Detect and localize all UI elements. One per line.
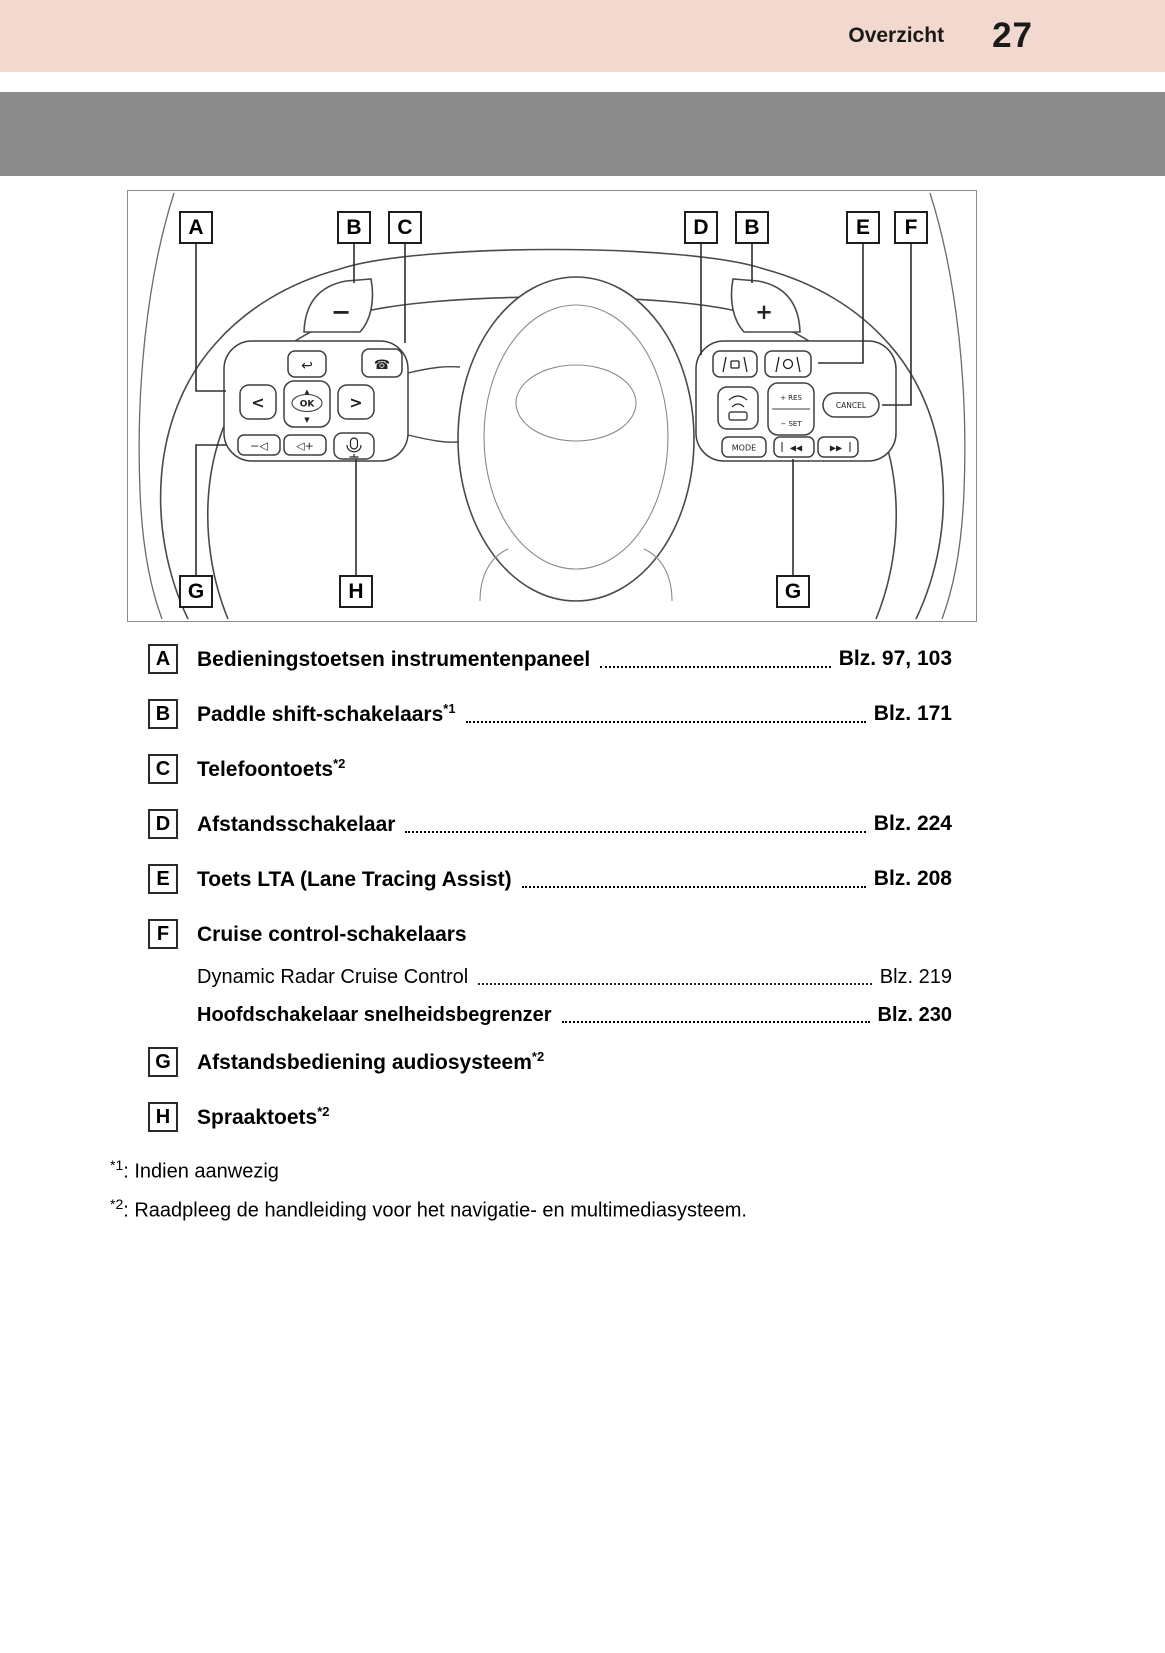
footnote-text: Indien aanwezig <box>134 1160 279 1183</box>
callout-label-h: H <box>339 575 373 608</box>
ok-label: OK <box>299 399 315 410</box>
legend-item-label: Paddle shift-schakelaars$^{*1}$ <box>197 701 456 726</box>
lane-switch-button <box>713 351 757 377</box>
steering-wheel-illustration <box>128 191 976 621</box>
callout-label-g-left: G <box>179 575 213 608</box>
footnote-1 <box>110 1157 1165 1184</box>
phone-icon: ☎ <box>373 358 391 373</box>
page-header <box>0 0 1165 72</box>
prev-track-button <box>774 437 814 457</box>
cancel-button <box>823 393 879 417</box>
callout-line-a <box>196 244 226 391</box>
footnote-text: Raadpleeg de handleiding voor het navigatie- en multimediasysteem. <box>134 1199 747 1222</box>
footnotes <box>110 1157 1165 1222</box>
back-button <box>288 351 326 377</box>
legend-item-b <box>148 699 952 729</box>
arrow-right-icon: > <box>349 393 363 412</box>
legend-item-label: Bedieningstoetsen instrumentenpaneel <box>197 648 591 671</box>
volume-up-button <box>284 435 326 455</box>
callout-label-g-right: G <box>776 575 810 608</box>
legend-letter-box: F <box>148 919 178 949</box>
paddle-plus-glyph: + <box>755 300 773 324</box>
legend-page-ref: Blz. 224 <box>873 812 952 835</box>
legend-letter-box: B <box>148 699 178 729</box>
footnote-marker: *1 <box>443 701 456 716</box>
legend-page-ref: Blz. 97, 103 <box>838 647 952 670</box>
next-track-icon: ▶▶ <box>829 443 843 453</box>
footnote-marker: *2 <box>333 756 346 771</box>
dotted-leader <box>562 1021 870 1023</box>
res-label: + RES <box>780 394 802 402</box>
distance-button <box>718 387 758 429</box>
legend-letter-box: A <box>148 644 178 674</box>
legend-page-ref: Blz. 208 <box>873 867 952 890</box>
legend-subitem-label: Dynamic Radar Cruise Control <box>197 965 469 988</box>
legend-item-h <box>148 1102 952 1132</box>
arrow-left-button <box>240 385 276 419</box>
footnote-marker: *1 <box>110 1157 124 1173</box>
volume-down-icon: −◁ <box>250 439 268 453</box>
mode-button <box>722 437 766 457</box>
legend-page-ref: Blz. 171 <box>873 702 952 725</box>
legend-letter-box: H <box>148 1102 178 1132</box>
callout-label-c: C <box>388 211 422 244</box>
steering-wheel-hub <box>408 277 694 601</box>
volume-up-icon: ◁+ <box>296 439 314 453</box>
legend-item-label: Toets LTA (Lane Tracing Assist) <box>197 868 512 891</box>
legend-item-label: Afstandsbediening audiosysteem$^{*2}$ <box>197 1049 545 1074</box>
legend-item-d <box>148 809 952 839</box>
callout-label-b-left: B <box>337 211 371 244</box>
paddle-minus-glyph: − <box>330 298 352 326</box>
mode-label: MODE <box>731 443 757 453</box>
callout-label-a: A <box>179 211 213 244</box>
legend-item-label: Spraaktoets$^{*2}$ <box>197 1104 330 1129</box>
callout-label-f: F <box>894 211 928 244</box>
legend-item-e <box>148 864 952 894</box>
legend-item-g <box>148 1047 952 1077</box>
dotted-leader <box>466 721 866 723</box>
ok-button <box>284 381 330 427</box>
legend-item-c <box>148 754 952 784</box>
legend-letter-box: C <box>148 754 178 784</box>
steering-wheel-diagram <box>127 190 977 622</box>
arrow-right-button <box>338 385 374 419</box>
callout-label-e: E <box>846 211 880 244</box>
legend-item-label: Afstandsschakelaar <box>197 813 396 836</box>
legend-subitem-drcc <box>197 963 952 991</box>
prev-track-icon: ◀◀ <box>789 443 803 453</box>
left-paddle-shifter <box>304 279 373 332</box>
page-number: 27 <box>992 16 1033 55</box>
legend-item-label: Cruise control-schakelaars <box>197 923 467 946</box>
section-title: Overzicht <box>848 24 945 47</box>
arrow-up-icon: ▲ <box>304 388 310 396</box>
dotted-leader <box>522 886 866 888</box>
footnote-marker: *2 <box>110 1195 124 1212</box>
legend-subitem-label: Hoofdschakelaar snelheidsbegrenzer <box>197 1003 552 1026</box>
dotted-leader <box>405 831 865 833</box>
phone-button <box>362 349 402 377</box>
legend-page-ref: Blz. 219 <box>879 965 952 988</box>
back-icon: ↩ <box>301 358 313 374</box>
right-paddle-shifter <box>731 279 800 332</box>
footnote-2 <box>110 1196 1165 1223</box>
footnote-separator: : <box>123 1160 129 1183</box>
res-set-switch <box>768 383 814 435</box>
arrow-left-icon: < <box>251 393 265 412</box>
voice-button <box>334 433 374 459</box>
footnote-marker: *2 <box>531 1049 545 1064</box>
arrow-down-icon: ▼ <box>304 416 310 424</box>
legend-list <box>148 644 952 1132</box>
right-controls-cluster <box>696 341 896 461</box>
legend-page-ref: Blz. 230 <box>877 1003 952 1026</box>
legend-item-a <box>148 644 952 674</box>
callout-label-d: D <box>684 211 718 244</box>
next-track-button <box>818 437 858 457</box>
legend-letter-box: D <box>148 809 178 839</box>
legend-item-label: Telefoontoets$^{*2}$ <box>197 756 346 781</box>
volume-down-button <box>238 435 280 455</box>
chapter-band <box>0 92 1165 176</box>
left-controls-cluster <box>224 341 408 461</box>
footnote-separator: : <box>123 1199 129 1222</box>
legend-letter-box: E <box>148 864 178 894</box>
set-label: − SET <box>780 420 802 428</box>
legend-letter-box: G <box>148 1047 178 1077</box>
legend-subitem-speed-limiter <box>197 1001 952 1029</box>
footnote-marker: *2 <box>317 1104 330 1119</box>
cancel-label: CANCEL <box>835 401 867 410</box>
lta-button <box>765 351 811 377</box>
dotted-leader <box>478 983 872 985</box>
callout-label-b-right: B <box>735 211 769 244</box>
legend-item-f <box>148 919 952 949</box>
dotted-leader <box>600 666 831 668</box>
